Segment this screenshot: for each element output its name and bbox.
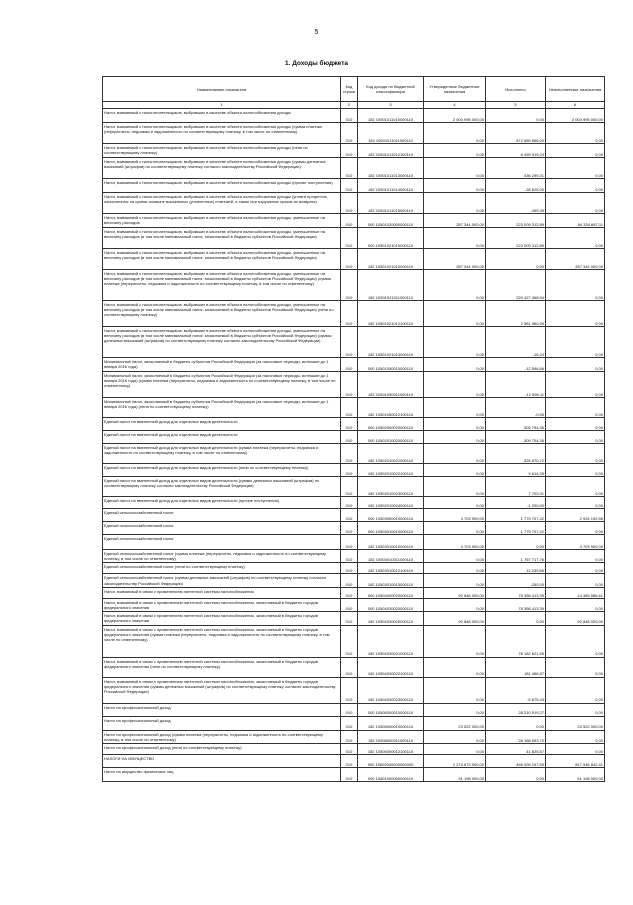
table-row [103,179,605,193]
row-code: 010 [341,398,358,418]
row-unexecuted: 0,00 [546,372,605,398]
row-approved: 0,00 [424,464,486,477]
row-executed: 456 926 157,59 [486,755,546,768]
row-code: 010 [341,464,358,477]
row-approved: 0,00 [424,730,486,743]
row-classification: 000 10600000000000000 [358,755,424,768]
table-row [103,418,605,431]
row-executed: 0,00 [486,612,546,625]
row-executed: 872 689 666,00 [486,123,546,144]
income-table [102,76,605,782]
row-unexecuted: 0,00 [546,358,605,372]
row-executed: 78 358 413,39 [486,598,546,611]
row-approved: 51 198 000,00 [424,768,486,782]
row-executed: 181 466,87 [486,657,546,677]
row-classification: 182 10504030023000110 [358,677,424,703]
row-executed: 12 239,66 [486,563,546,574]
table-row [103,598,605,611]
row-unexecuted: 0,00 [546,228,605,249]
row-classification: 182 10501050012100110 [358,398,424,418]
table-row [103,703,605,716]
row-unexecuted: 23 522 000,00 [546,716,605,730]
row-name: Налог, взимаемый с налогоплательщиков, выбравших в качестве объекта налогообложения доходы (суммы денежных взысканий (штрафов) по соответствующему платежу согласно законодательству Российской Федерации) [103,158,341,179]
row-executed: -16,24 [486,327,546,358]
row-name: Налог, взимаемый с налогоплательщиков, выбравших в качестве объекта налогообложения доходы (уплата процентов, начисленных на суммы излишне взысканных (уплаченных) платежей, а также при нарушении сроков их возврата) [103,193,341,214]
row-name: Налог на профессиональный доход [103,703,341,716]
row-name: Минимальный налог, зачисляемый в бюджеты субъектов Российской Федерации (за налоговые периоды, истекшие до 1 января 2016 года) (сумма платежа (перерасчеты, недоимка и задолженность по соответствующему платежу, в том числе по отмененному) [103,372,341,398]
row-approved: 23 522 000,00 [424,716,486,730]
row-code: 010 [341,270,358,301]
row-unexecuted: 0,00 [546,730,605,743]
row-approved: 0,00 [424,270,486,301]
row-classification: 182 10501011013000110 [358,158,424,179]
row-approved: 0,00 [424,677,486,703]
column-number: 2 [341,102,358,109]
table-row [103,563,605,574]
header-approved: Утвержденные бюджетные назначения [424,77,486,102]
table-row [103,444,605,464]
row-code: 010 [341,703,358,716]
row-name: Единый сельскохозяйственный налог (суммы денежных взысканий (штрафов) по соответствующему платежу согласно законодательству Российской Федерации) [103,574,341,587]
row-name: Налог на профессиональный доход (сумма платежа (перерасчеты, недоимка и задолженность по соответствующему платежу, в том числе по отмененному) [103,730,341,743]
row-unexecuted: 0,00 [546,625,605,657]
table-row [103,464,605,477]
header-row [103,77,605,102]
row-code: 010 [341,522,358,535]
row-unexecuted: 0,00 [546,123,605,144]
row-approved: 0,00 [424,477,486,497]
table-row [103,587,605,598]
row-approved: 0,00 [424,358,486,372]
row-executed: 223 009 312,89 [486,228,546,249]
row-name: Налог, взимаемый в связи с применением патентной системы налогообложения, зачисляемый в бюджеты городов федерального значения [103,598,341,611]
row-name: Налог, взимаемый с налогоплательщиков, выбравших в качестве объекта налогообложения доходы (пени по соответствующему платежу) [103,144,341,158]
row-classification: 182 10502010022100110 [358,464,424,477]
row-unexecuted: 0,00 [546,301,605,327]
row-classification: 182 10501011012100110 [358,144,424,158]
row-code: 010 [341,249,358,270]
row-approved: 0,00 [424,550,486,563]
row-classification: 000 10504000020000110 [358,587,424,598]
row-name: Налог, взимаемый с налогоплательщиков, выбравших в качестве объекта налогообложения доходы (сумма платежа (перерасчеты, недоимка и задолженность по соответствующему платежу, в том числе по отмененному) [103,123,341,144]
table-row [103,657,605,677]
row-unexecuted: 0,00 [546,418,605,431]
table-row [103,716,605,730]
row-classification: 182 10506000010000110 [358,716,424,730]
row-approved: 0,00 [424,193,486,214]
row-code: 010 [341,587,358,598]
column-number: 3 [358,102,424,109]
header-unexecuted: Неисполненные назначения [546,77,605,102]
row-classification: 182 10502010023000110 [358,477,424,497]
table-row [103,398,605,418]
row-name: НАЛОГИ НА ИМУЩЕСТВО [103,755,341,768]
table-row [103,477,605,497]
row-executed: -325 870,72 [486,444,546,464]
row-name: Единый налог на вмененный доход для отдельных видов деятельности (сумма платежа (перерасчеты, недоимка и задолженность по соответствующему платежу, в том числе по отмененному) [103,444,341,464]
row-classification: 182 10504030021000110 [358,625,424,657]
row-name: Единый налог на вмененный доход для отдельных видов деятельности (пени по соответствующему платежу) [103,464,341,477]
row-code: 010 [341,158,358,179]
row-unexecuted: 0,00 [546,179,605,193]
row-name: Налог, взимаемый с налогоплательщиков, выбравших в качестве объекта налогообложения доходы, уменьшенные на величину расходов [103,214,341,228]
row-classification: 000 10506000010000110 [358,703,424,716]
row-approved: 0,00 [424,574,486,587]
row-unexecuted: 51 198 000,00 [546,768,605,782]
row-classification: 000 10503010010000110 [358,522,424,535]
row-classification: 000 10601000000000110 [358,768,424,782]
row-unexecuted: 0,00 [546,158,605,179]
table-row [103,625,605,657]
row-approved: 0,00 [424,158,486,179]
table-row [103,214,605,228]
row-approved: 0,00 [424,372,486,398]
row-classification: 000 10501020000000110 [358,214,424,228]
row-executed: -28 625,00 [486,179,546,193]
row-code: 010 [341,477,358,497]
row-unexecuted: 0,00 [546,398,605,418]
row-executed: 6 439 919,24 [486,144,546,158]
row-unexecuted: 0,00 [546,677,605,703]
row-executed: 78 358 413,39 [486,587,546,598]
row-classification: 182 10506000011000110 [358,730,424,743]
row-classification: 182 10503010010000110 [358,535,424,550]
row-classification: 182 10504030022100110 [358,657,424,677]
table-row [103,249,605,270]
row-executed: 1 767 717,76 [486,550,546,563]
row-code: 010 [341,744,358,755]
row-code: 010 [341,677,358,703]
row-name: Налог, взимаемый с налогоплательщиков, выбравших в качестве объекта налогообложения доходы, уменьшенные на величину расходов (в том числе минимальный налог, зачисляемый в бюджеты субъектов Российской Федерации) [103,228,341,249]
row-unexecuted: 0,00 [546,270,605,301]
row-unexecuted: 0,00 [546,744,605,755]
table-row [103,612,605,625]
row-executed: -309 754,36 [486,418,546,431]
table-row [103,144,605,158]
row-code: 010 [341,497,358,509]
row-unexecuted: 0,00 [546,563,605,574]
row-code: 010 [341,179,358,193]
table-row [103,431,605,444]
row-code: 010 [341,563,358,574]
row-code: 010 [341,598,358,611]
row-approved: 0,00 [424,123,486,144]
row-approved: 1 274 673 000,00 [424,755,486,768]
row-approved: 0,00 [424,744,486,755]
row-unexecuted: 0,00 [546,431,605,444]
row-code: 010 [341,574,358,587]
table-row [103,109,605,123]
row-name: Налог, взимаемый с налогоплательщиков, выбравших в качестве объекта налогообложения доходы, уменьшенные на величину расходов (в том числе минимальный налог, зачисляемый в бюджеты субъектов Российской Федерации) (пени по соответствующему платежу) [103,301,341,327]
row-code: 010 [341,109,358,123]
row-executed: -12 596,66 [486,358,546,372]
row-code: 010 [341,144,358,158]
column-number: 1 [103,102,341,109]
row-classification: 000 10503000010000110 [358,509,424,522]
row-executed: -0,55 [486,398,546,418]
table-row [103,550,605,563]
row-approved: 0,00 [424,179,486,193]
row-code: 010 [341,214,358,228]
table-row [103,744,605,755]
row-executed: 220 427 368,54 [486,270,546,301]
row-name: Налог, взимаемый в связи с применением патентной системы налогообложения, зачисляемый в бюджеты городов федерального значения [103,612,341,625]
row-approved: 92 848 000,00 [424,612,486,625]
table-row [103,358,605,372]
row-classification: 182 10503010011000110 [358,550,424,563]
row-code: 010 [341,730,358,743]
row-classification: 182 10504030020000110 [358,612,424,625]
row-approved: 0,00 [424,563,486,574]
row-unexecuted: 2 924 192,58 [546,509,605,522]
row-approved: 0,00 [424,301,486,327]
row-executed: 41 825,57 [486,744,546,755]
row-executed: 436 299,21 [486,158,546,179]
row-name: Единый сельскохозяйственный налог [103,535,341,550]
row-approved: 0,00 [424,398,486,418]
row-classification: 182 10502010021000110 [358,444,424,464]
row-executed: 28 210 519,27 [486,703,546,716]
row-code: 010 [341,228,358,249]
row-approved: 92 848 000,00 [424,587,486,598]
row-unexecuted: 0,00 [546,477,605,497]
header-name: Наименование показателя [103,77,341,102]
row-approved: 287 344 000,00 [424,214,486,228]
row-approved: 0,00 [424,497,486,509]
row-approved: 0,00 [424,657,486,677]
table-row [103,574,605,587]
row-executed: 0,00 [486,249,546,270]
row-executed: 7 702,01 [486,477,546,497]
row-code: 010 [341,657,358,677]
row-classification: 182 10501021012100110 [358,301,424,327]
row-classification: 000 10501021010000110 [358,228,424,249]
row-approved: 4 703 900,00 [424,535,486,550]
row-executed: -1 200,00 [486,497,546,509]
row-approved: 0,00 [424,625,486,657]
row-approved: 0,00 [424,144,486,158]
row-classification: 182 10506000012100110 [358,744,424,755]
row-name: Налог, взимаемый в связи с применением патентной системы налогообложения [103,587,341,598]
row-code: 010 [341,509,358,522]
row-unexecuted: 0,00 [546,657,605,677]
row-executed: 9 614,35 [486,464,546,477]
row-approved: 0,00 [424,598,486,611]
row-executed: -12 596,11 [486,372,546,398]
row-unexecuted: 0,00 [546,574,605,587]
row-name: Единый налог на вмененный доход для отдельных видов деятельности (прочие поступления) [103,497,341,509]
row-name: Единый сельскохозяйственный налог [103,509,341,522]
table-row [103,509,605,522]
table-row [103,522,605,535]
row-code: 010 [341,716,358,730]
table-row [103,158,605,179]
row-approved: 0,00 [424,327,486,358]
row-unexecuted: 0,00 [546,327,605,358]
row-code: 010 [341,301,358,327]
row-executed: -459,35 [486,193,546,214]
row-name: Единый сельскохозяйственный налог (пени по соответствующему платежу) [103,563,341,574]
table-row [103,301,605,327]
row-unexecuted: 0,00 [546,703,605,716]
row-classification: 182 10503010012100110 [358,563,424,574]
row-name: Налог, взимаемый с налогоплательщиков, выбравших в качестве объекта налогообложения доходы, уменьшенные на величину расходов (в том числе минимальный налог, зачисляемый в бюджеты субъектов Российской Федерации) (суммы денежных взысканий (штрафов) по соответствующему платежу согласно законодательству Российской Федерации) [103,327,341,358]
row-classification: 182 10501021011000110 [358,270,424,301]
row-approved: 0,00 [424,444,486,464]
row-classification: 000 10502000020000110 [358,418,424,431]
row-approved: 0,00 [424,228,486,249]
section-title: 1. Доходы бюджета [284,60,349,67]
row-code: 010 [341,550,358,563]
column-numbers-row [103,102,605,109]
row-classification: 182 10501050011000110 [358,372,424,398]
row-name: Налог, взимаемый в связи с применением патентной системы налогообложения, зачисляемый в бюджеты городов федерального значения (суммы денежных взысканий (штрафов) по соответствующему платежу согласно законодательству Российской Федерации) [103,677,341,703]
table-row [103,677,605,703]
row-approved: 0,00 [424,431,486,444]
table-row [103,270,605,301]
row-name: Единый налог на вмененный доход для отдельных видов деятельности (суммы денежных взысканий (штрафов) по соответствующему платежу согласно законодательству Российской Федерации) [103,477,341,497]
row-unexecuted: 0,00 [546,144,605,158]
row-unexecuted: 0,00 [546,550,605,563]
row-executed: 1 779 707,42 [486,522,546,535]
row-classification: 000 10504030020000110 [358,598,424,611]
row-code: 010 [341,755,358,768]
row-name: Налог, взимаемый с налогоплательщиков, выбравших в качестве объекта налогообложения доходы, уменьшенные на величину расходов (в том числе минимальный налог, зачисляемый в бюджеты субъектов Российской Федерации) [103,249,341,270]
row-executed: 78 182 621,95 [486,625,546,657]
table-row [103,228,605,249]
row-executed: 1 779 707,42 [486,509,546,522]
column-number: 4 [424,102,486,109]
row-approved: 0,00 [424,703,486,716]
row-code: 010 [341,372,358,398]
table-body [103,109,605,782]
row-name: Единый сельскохозяйственный налог (сумма платежа (перерасчеты, недоимка и задолженность по соответствующему платежу, в том числе по отмененному) [103,550,341,563]
row-name: Налог на профессиональный доход (пени по соответствующему платежу) [103,744,341,755]
table-row [103,123,605,144]
row-code: 010 [341,327,358,358]
header-classification: Код дохода по бюджетной классификации [358,77,424,102]
row-unexecuted: 0,00 [546,464,605,477]
row-classification: 182 10503010013000110 [358,574,424,587]
header-executed: Исполнено [486,77,546,102]
row-classification: 182 10502010024000110 [358,497,424,509]
row-classification: 182 10501021010000110 [358,249,424,270]
row-classification: 182 10501011011000110 [358,123,424,144]
row-unexecuted: 817 946 842,41 [546,755,605,768]
row-approved: 4 703 900,00 [424,509,486,522]
row-name: Налог, взимаемый в связи с применением патентной системы налогообложения, зачисляемый в бюджеты городов федерального значения (сумма платежа (перерасчеты, недоимка и задолженность по соответствующему платежу, в том числе по отмененному) [103,625,341,657]
row-code: 010 [341,193,358,214]
row-approved: 2 004 995 000,00 [424,109,486,123]
row-approved: 0,00 [424,522,486,535]
page-number: 5 [314,29,319,36]
table-row [103,193,605,214]
row-code: 010 [341,431,358,444]
row-executed: -5 675,43 [486,677,546,703]
table-row [103,497,605,509]
row-code: 010 [341,444,358,464]
row-unexecuted: 14 489 586,61 [546,587,605,598]
table-row [103,327,605,358]
row-name: Налог на имущество физических лиц [103,768,341,782]
row-classification: 182 10501011014000110 [358,179,424,193]
row-unexecuted: 92 848 000,00 [546,612,605,625]
row-classification: 182 10501011010000110 [358,109,424,123]
row-executed: 0,00 [486,535,546,550]
table-row [103,535,605,550]
row-executed: 223 009 312,89 [486,214,546,228]
row-executed: -309 754,36 [486,431,546,444]
row-approved: 0,00 [424,418,486,431]
row-unexecuted: 4 703 900,00 [546,535,605,550]
row-name: Налог, взимаемый с налогоплательщиков, выбравших в качестве объекта налогообложения доходы, уменьшенные на величину расходов (в том числе минимальный налог, зачисляемый в бюджеты субъектов Российской Федерации) (сумма платежа (перерасчеты, недоимка и задолженность по соответствующему платежу, в том числе по отмененному) [103,270,341,301]
row-classification: 182 10501011015000110 [358,193,424,214]
table-row [103,768,605,782]
table-row [103,755,605,768]
row-code: 010 [341,625,358,657]
row-unexecuted: 287 344 000,00 [546,249,605,270]
row-code: 010 [341,418,358,431]
row-unexecuted: 64 334 687,11 [546,214,605,228]
row-code: 010 [341,612,358,625]
row-name: Единый налог на вмененный доход для отдельных видов деятельности [103,418,341,431]
row-name: Налог на профессиональный доход [103,716,341,730]
row-code: 010 [341,768,358,782]
row-name: Единый налог на вмененный доход для отдельных видов деятельности [103,431,341,444]
row-name: Единый сельскохозяйственный налог [103,522,341,535]
row-name: Минимальный налог, зачисляемый в бюджеты субъектов Российской Федерации (за налоговые периоды, истекшие до 1 января 2016 года) (пени по соответствующему платежу) [103,398,341,418]
row-name: Налог, взимаемый в связи с применением патентной системы налогообложения, зачисляемый в бюджеты городов федерального значения (пени по соответствующему платежу) [103,657,341,677]
row-code: 010 [341,535,358,550]
table-row [103,372,605,398]
row-code: 010 [341,123,358,144]
row-classification: 000 10501050010000110 [358,358,424,372]
row-executed: 0,00 [486,716,546,730]
row-name: Налог, взимаемый с налогоплательщиков, выбравших в качестве объекта налогообложения доходы (прочие поступления) [103,179,341,193]
row-classification: 000 10502010020000110 [358,431,424,444]
row-executed: 0,00 [486,768,546,782]
row-unexecuted: 0,00 [546,497,605,509]
row-approved: 287 344 000,00 [424,249,486,270]
row-executed: 0,00 [486,109,546,123]
column-number: 5 [486,102,546,109]
column-number: 6 [546,102,605,109]
row-unexecuted: 0,00 [546,598,605,611]
row-unexecuted: 0,00 [546,444,605,464]
row-name: Налог, взимаемый с налогоплательщиков, выбравших в качестве объекта налогообложения доходы [103,109,341,123]
row-code: 010 [341,358,358,372]
row-unexecuted: 2 004 995 000,00 [546,109,605,123]
row-executed: -250,00 [486,574,546,587]
row-classification: 182 10501021013000110 [358,327,424,358]
row-unexecuted: 0,00 [546,522,605,535]
row-unexecuted: 0,00 [546,193,605,214]
row-name: Минимальный налог, зачисляемый в бюджеты субъектов Российской Федерации (за налоговые периоды, истекшие до 1 января 2016 года) [103,358,341,372]
row-executed: 2 581 960,59 [486,301,546,327]
row-executed: 28 168 693,70 [486,730,546,743]
table-row [103,730,605,743]
header-code: Код строки [341,77,358,102]
